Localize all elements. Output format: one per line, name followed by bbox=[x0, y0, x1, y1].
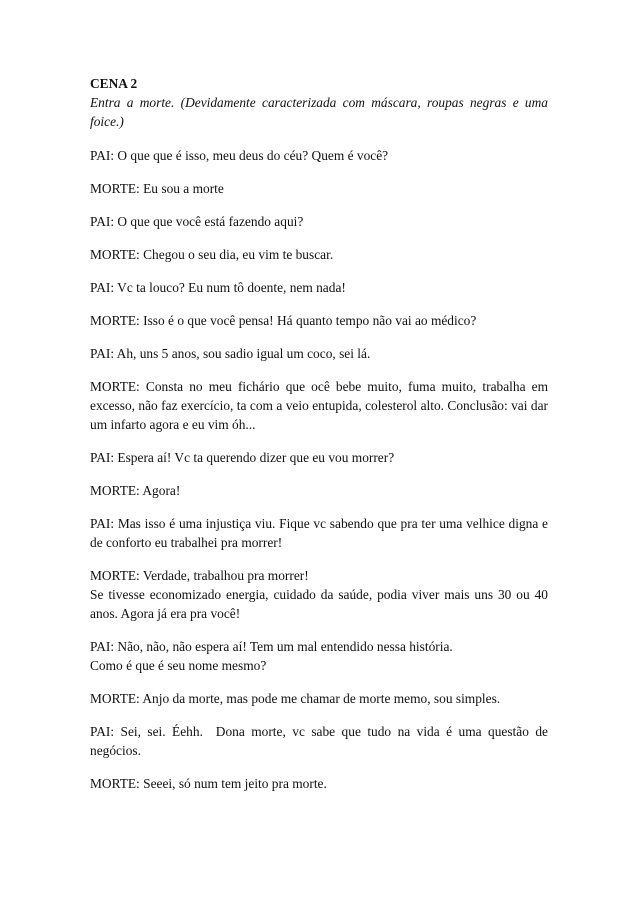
dialogue-line: MORTE: Consta no meu fichário que ocê bebe muito, fuma muito, trabalha em excesso, não faz exercício, ta com a veio entupida, colesterol alto. Conclusão: vai dar um infarto agora e eu vim óh... bbox=[90, 379, 548, 432]
dialogue-block bbox=[90, 637, 548, 675]
scene-header bbox=[90, 74, 548, 131]
dialogue-line: MORTE: Seeei, só num tem jeito pra morte. bbox=[90, 776, 327, 791]
dialogue-line: PAI: Não, não, não espera aí! Tem um mal entendido nessa história. bbox=[90, 639, 453, 654]
dialogue-line: MORTE: Chegou o seu dia, eu vim te buscar. bbox=[90, 247, 334, 262]
dialogue-line: MORTE: Agora! bbox=[90, 483, 181, 498]
scene-title: CENA 2 bbox=[90, 76, 138, 91]
dialogue-line: PAI: O que que é isso, meu deus do céu? Quem é você? bbox=[90, 148, 389, 163]
dialogue-line: Se tivesse economizado energia, cuidado da saúde, podia viver mais uns 30 ou 40 anos. Agora já era pra você! bbox=[90, 587, 548, 621]
dialogue-line: PAI: O que que você está fazendo aqui? bbox=[90, 214, 304, 229]
stage-direction: Entra a morte. (Devidamente caracterizada com máscara, roupas negras e uma foice.) bbox=[90, 95, 548, 129]
dialogue-line: PAI: Vc ta louco? Eu num tô doente, nem nada! bbox=[90, 280, 346, 295]
dialogue-line: PAI: Ah, uns 5 anos, sou sadio igual um coco, sei lá. bbox=[90, 346, 371, 361]
dialogue-line: MORTE: Anjo da morte, mas pode me chamar de morte memo, sou simples. bbox=[90, 691, 501, 706]
dialogue-line: MORTE: Isso é o que você pensa! Há quanto tempo não vai ao médico? bbox=[90, 313, 477, 328]
dialogue-line: PAI: Sei, sei. Éehh. Dona morte, vc sabe que tudo na vida é uma questão de negócios. bbox=[90, 724, 552, 758]
document-page bbox=[90, 74, 552, 807]
dialogue-line: PAI: Mas isso é uma injustiça viu. Fique vc sabendo que pra ter uma velhice digna e de conforto eu trabalhei pra morrer! bbox=[90, 516, 548, 550]
dialogue-line: MORTE: Verdade, trabalhou pra morrer! bbox=[90, 568, 309, 583]
dialogue-block bbox=[90, 566, 548, 623]
dialogue-line: PAI: Espera aí! Vc ta querendo dizer que eu vou morrer? bbox=[90, 450, 395, 465]
dialogue-line: MORTE: Eu sou a morte bbox=[90, 181, 224, 196]
dialogue-line: Como é que é seu nome mesmo? bbox=[90, 658, 267, 673]
